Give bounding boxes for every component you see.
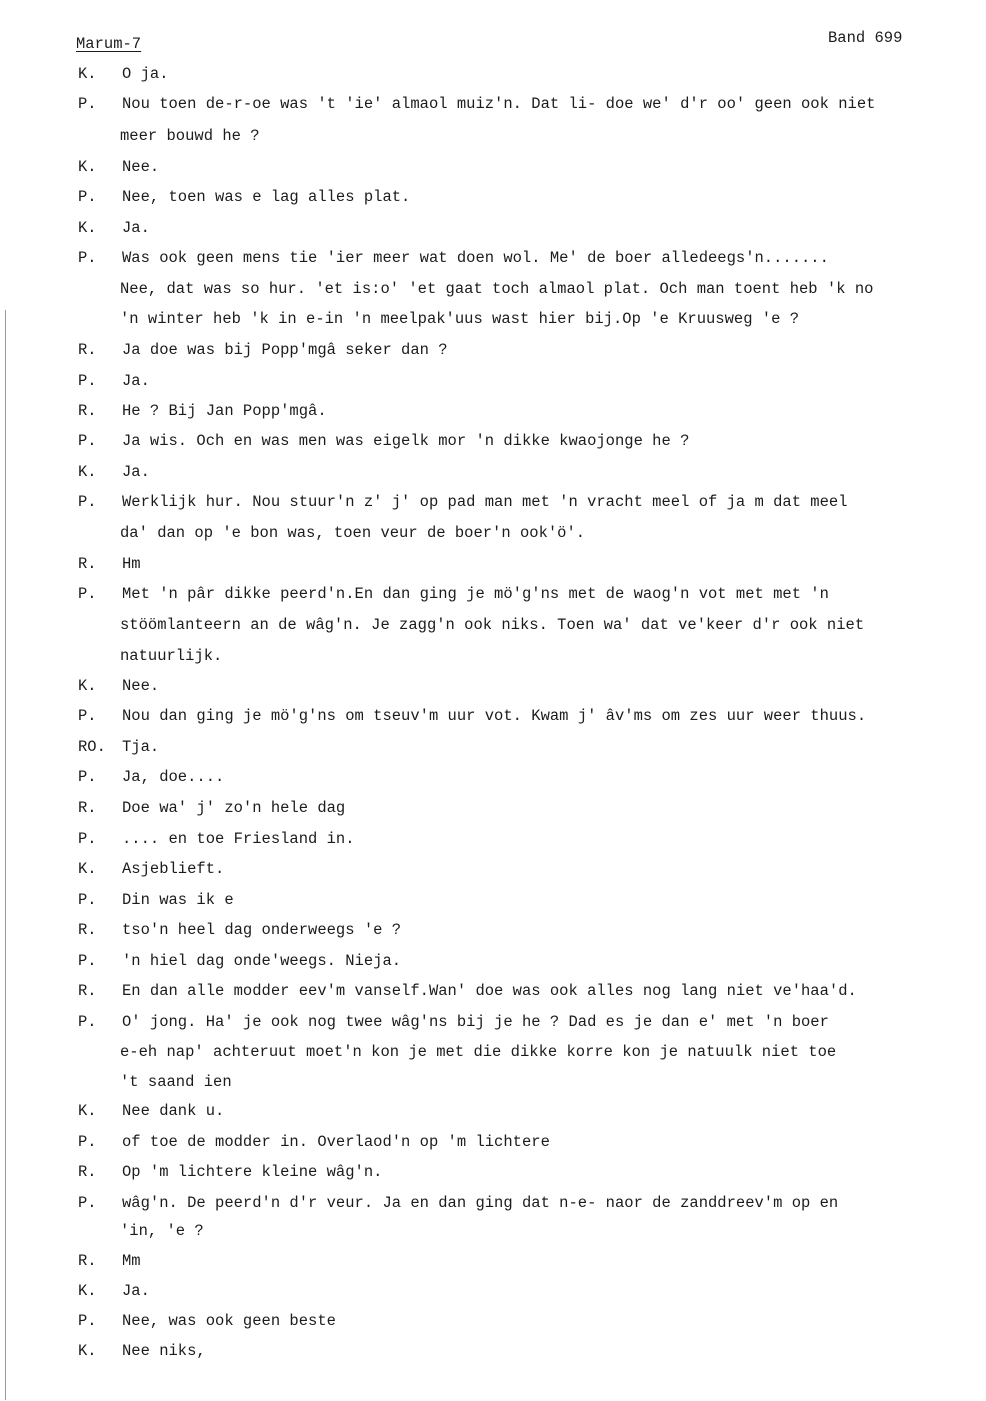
speaker-label: K. — [78, 677, 97, 695]
utterance-text: .... en toe Friesland in. — [122, 830, 355, 848]
utterance-text: Ja. — [122, 372, 150, 390]
speaker-label: R. — [78, 555, 97, 573]
speaker-label: R. — [78, 921, 97, 939]
speaker-label: P. — [78, 493, 97, 511]
utterance-text: tso'n heel dag onderweegs 'e ? — [122, 921, 402, 939]
utterance-text: Nee. — [122, 677, 160, 695]
utterance-text: 'n winter heb 'k in e-in 'n meelpak'uus wast hier bij.Op 'e Kruusweg 'e ? — [120, 310, 800, 328]
utterance-text: Nee dank u. — [122, 1102, 225, 1120]
utterance-text: Ja doe was bij Popp'mgâ seker dan ? — [122, 341, 448, 359]
utterance-text: Nou toen de-r-oe was 't 'ie' almaol muiz'n. Dat li- doe we' d'r oo' geen ook niet — [122, 95, 876, 113]
utterance-text: Was ook geen mens tie 'ier meer wat doen wol. Me' de boer alledeegs'n....... — [122, 249, 829, 267]
utterance-text: da' dan op 'e bon was, toen veur de boer'n ook'ö'. — [120, 524, 586, 542]
tape-number: Band 699 — [828, 29, 903, 47]
speaker-label: K. — [78, 158, 97, 176]
utterance-text: Op 'm lichtere kleine wâg'n. — [122, 1163, 383, 1181]
speaker-label: P. — [78, 1133, 97, 1151]
speaker-label: P. — [78, 372, 97, 390]
speaker-label: K. — [78, 219, 97, 237]
speaker-label: RO. — [78, 738, 106, 756]
speaker-label: P. — [78, 249, 97, 267]
speaker-label: K. — [78, 1282, 97, 1300]
speaker-label: P. — [78, 1194, 97, 1212]
utterance-text: Nee. — [122, 158, 160, 176]
utterance-text: Nou dan ging je mö'g'ns om tseuv'm uur vot. Kwam j' âv'ms om zes uur weer thuus. — [122, 707, 867, 725]
speaker-label: R. — [78, 402, 97, 420]
utterance-text: Nee, dat was so hur. 'et is:o' 'et gaat toch almaol plat. Och man toent heb 'k no — [120, 280, 874, 298]
utterance-text: Tja. — [122, 738, 160, 756]
utterance-text: Ja wis. Och en was men was eigelk mor 'n dikke kwaojonge he ? — [122, 432, 690, 450]
speaker-label: P. — [78, 585, 97, 603]
utterance-text: Met 'n pâr dikke peerd'n.En dan ging je mö'g'ns met de waog'n vot met met 'n — [122, 585, 829, 603]
utterance-text: O ja. — [122, 65, 169, 83]
utterance-text: meer bouwd he ? — [120, 127, 260, 145]
utterance-text: Nee niks, — [122, 1342, 206, 1360]
utterance-text: Ja. — [122, 463, 150, 481]
speaker-label: K. — [78, 1342, 97, 1360]
utterance-text: Ja, doe.... — [122, 768, 225, 786]
speaker-label: P. — [78, 1013, 97, 1031]
speaker-label: R. — [78, 799, 97, 817]
utterance-text: natuurlijk. — [120, 647, 223, 665]
speaker-label: P. — [78, 952, 97, 970]
utterance-text: 't saand ien — [120, 1073, 232, 1091]
utterance-text: wâg'n. De peerd'n d'r veur. Ja en dan ging dat n-e- naor de zanddreev'm op en — [122, 1194, 839, 1212]
utterance-text: 'n hiel dag onde'weegs. Nieja. — [122, 952, 402, 970]
utterance-text: Ja. — [122, 1282, 150, 1300]
utterance-text: Nee, toen was e lag alles plat. — [122, 188, 411, 206]
utterance-text: Nee, was ook geen beste — [122, 1312, 336, 1330]
speaker-label: P. — [78, 707, 97, 725]
utterance-text: Mm — [122, 1252, 141, 1270]
utterance-text: En dan alle modder eev'm vanself.Wan' doe was ook alles nog lang niet ve'haa'd. — [122, 982, 857, 1000]
speaker-label: K. — [78, 65, 97, 83]
speaker-label: R. — [78, 1252, 97, 1270]
speaker-label: K. — [78, 1102, 97, 1120]
utterance-text: Asjeblieft. — [122, 860, 225, 878]
speaker-label: P. — [78, 891, 97, 909]
utterance-text: 'in, 'e ? — [120, 1222, 204, 1240]
utterance-text: of toe de modder in. Overlaod'n op 'm lichtere — [122, 1133, 550, 1151]
speaker-label: P. — [78, 830, 97, 848]
speaker-label: R. — [78, 341, 97, 359]
speaker-label: R. — [78, 1163, 97, 1181]
speaker-label: K. — [78, 463, 97, 481]
utterance-text: Doe wa' j' zo'n hele dag — [122, 799, 346, 817]
document-title: Marum-7 — [76, 35, 142, 53]
speaker-label: P. — [78, 1312, 97, 1330]
left-margin-rule — [5, 310, 6, 1400]
speaker-label: P. — [78, 95, 97, 113]
utterance-text: stöömlanteern an de wâg'n. Je zagg'n ook niks. Toen wa' dat ve'keer d'r ook niet — [120, 616, 865, 634]
utterance-text: Hm — [122, 555, 141, 573]
utterance-text: O' jong. Ha' je ook nog twee wâg'ns bij je he ? Dad es je dan e' met 'n boer — [122, 1013, 829, 1031]
utterance-text: He ? Bij Jan Popp'mgâ. — [122, 402, 327, 420]
utterance-text: Werklijk hur. Nou stuur'n z' j' op pad man met 'n vracht meel of ja m dat meel — [122, 493, 848, 511]
utterance-text: Din was ik e — [122, 891, 234, 909]
speaker-label: P. — [78, 768, 97, 786]
utterance-text: Ja. — [122, 219, 150, 237]
speaker-label: R. — [78, 982, 97, 1000]
speaker-label: P. — [78, 188, 97, 206]
speaker-label: K. — [78, 860, 97, 878]
utterance-text: e-eh nap' achteruut moet'n kon je met die dikke korre kon je natuulk niet toe — [120, 1043, 837, 1061]
speaker-label: P. — [78, 432, 97, 450]
